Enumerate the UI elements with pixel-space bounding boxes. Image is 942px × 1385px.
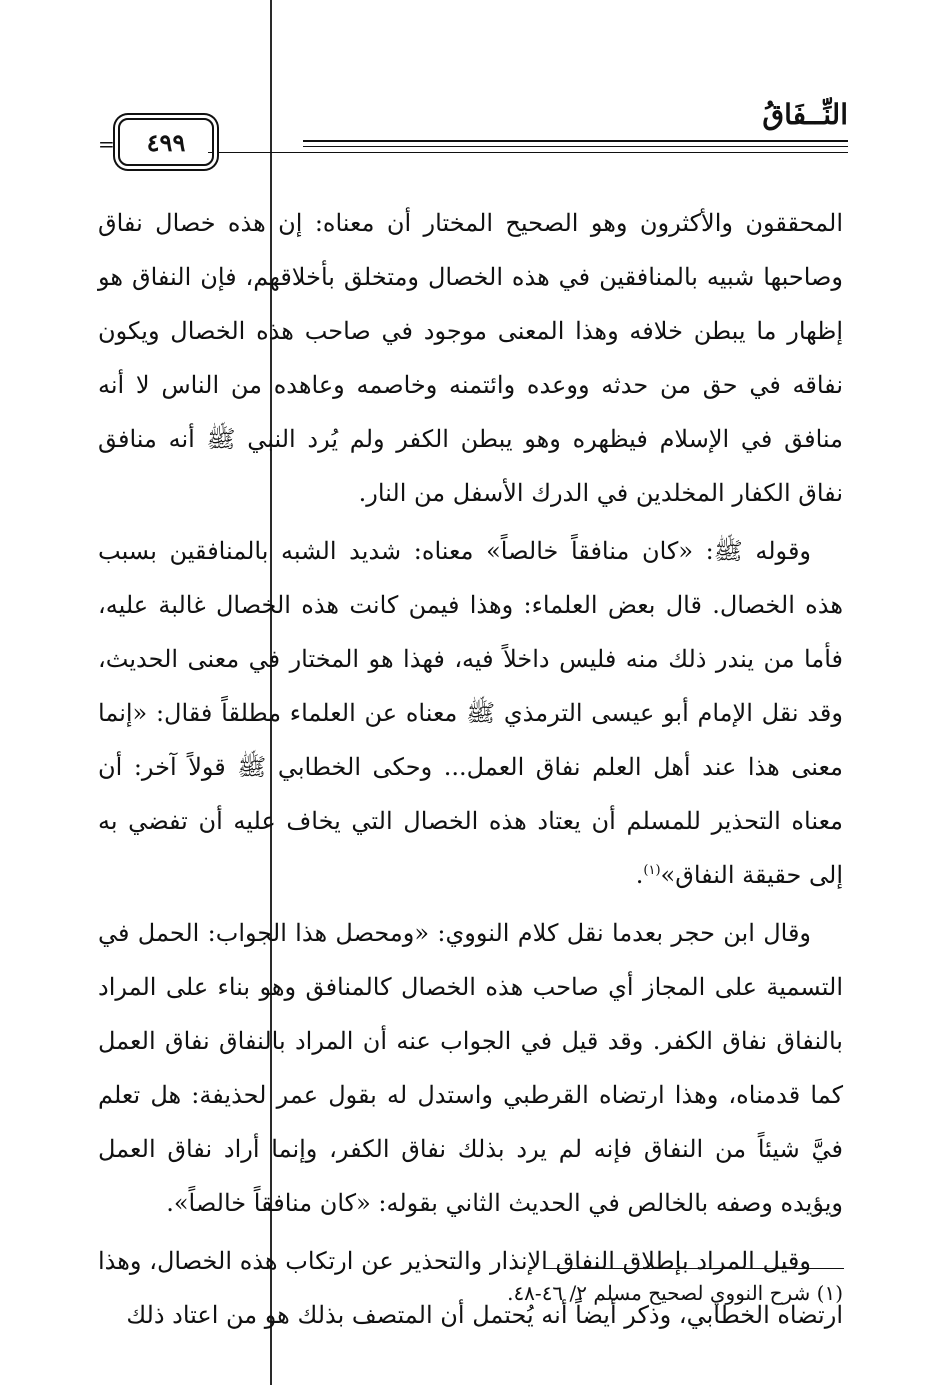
- header-rule: [208, 152, 848, 153]
- header-rule: [303, 140, 848, 142]
- paragraph: وقال ابن حجر بعدما نقل كلام النووي: «ومحصل هذا الجواب: الحمل في التسمية على المجاز أي صاحب هذه الخصال كالمنافق وهو بناء على المراد بالنفاق نفاق الكفر. وقد قيل في الجواب عنه أن المراد بالنفاق نفاق العمل كما قدمناه، وهذا ارتضاه القرطبي واستدل له بقول عمر لحذيفة: هل تعلم فيَّ شيئاً من النفاق فإنه لم يرد بذلك نفاق الكفر، وإنما أراد نفاق العمل ويؤيده وصفه بالخالص في الحديث الثاني بقوله: «كان منافقاً خالصاً».: [98, 919, 843, 1217]
- header-ornament: =: [98, 132, 115, 156]
- paragraph: [98, 524, 843, 902]
- paragraph-text: وقوله ﷺ: «كان منافقاً خالصاً» معناه: شديد الشبه بالمنافقين بسبب هذه الخصال. قال بعض العلماء: وهذا فيمن كانت هذه الخصال غالبة عليه، فأما من يندر ذلك منه فليس داخلاً فيه، فهذا هو المختار في معنى الحديث، وقد نقل الإمام أبو عيسى الترمذي ﷺ معناه عن العلماء مطلقاً فقال: «إنما معنى هذا عند أهل العلم نفاق العمل... وحكى الخطابي ﷺ قولاً آخر: أن معناه التحذير للمسلم أن يعتاد هذه الخصال التي يخاف عليه أن تفضي به إلى حقيقة النفاق»: [98, 537, 844, 889]
- paragraph: وقيل المراد بإطلاق النفاق الإنذار والتحذير عن ارتكاب هذه الخصال، وهذا ارتضاه الخطابي، وذكر أيضاً أنه يُحتمل أن المتصف بذلك هو من اعتاد ذلك: [98, 1247, 843, 1329]
- page-number: ٤٩٩: [146, 127, 186, 157]
- running-title: النِّــفَاقُ: [762, 98, 848, 131]
- footnote-separator: [544, 1268, 844, 1269]
- page-number-box: [118, 118, 214, 166]
- paragraph: المحققون والأكثرون وهو الصحيح المختار أن معناه: إن هذه خصال نفاق وصاحبها شبيه بالمنافقين في هذه الخصال ومتخلق بأخلاقهم، فإن النفاق هو إظهار ما يبطن خلافه وهذا المعنى موجود في صاحب هذه الخصال ويكون نفاقه في حق من حدثه ووعده وائتمنه وخاصمه وعاهده من الناس لا أنه منافق في الإسلام فيظهره وهو يبطن الكفر ولم يُرد النبي ﷺ أنه منافق نفاق الكفار المخلدين في الدرك الأسفل من النار.: [98, 209, 843, 507]
- footnote: (١) شرح النووي لصحيح مسلم ٢/ ٤٦-٤٨.: [507, 1281, 843, 1305]
- footnote-marker: (١): [643, 863, 661, 878]
- page-header: [98, 96, 848, 176]
- header-rule: [303, 146, 848, 147]
- paragraph-end: .: [635, 861, 644, 889]
- main-text: [98, 196, 843, 1342]
